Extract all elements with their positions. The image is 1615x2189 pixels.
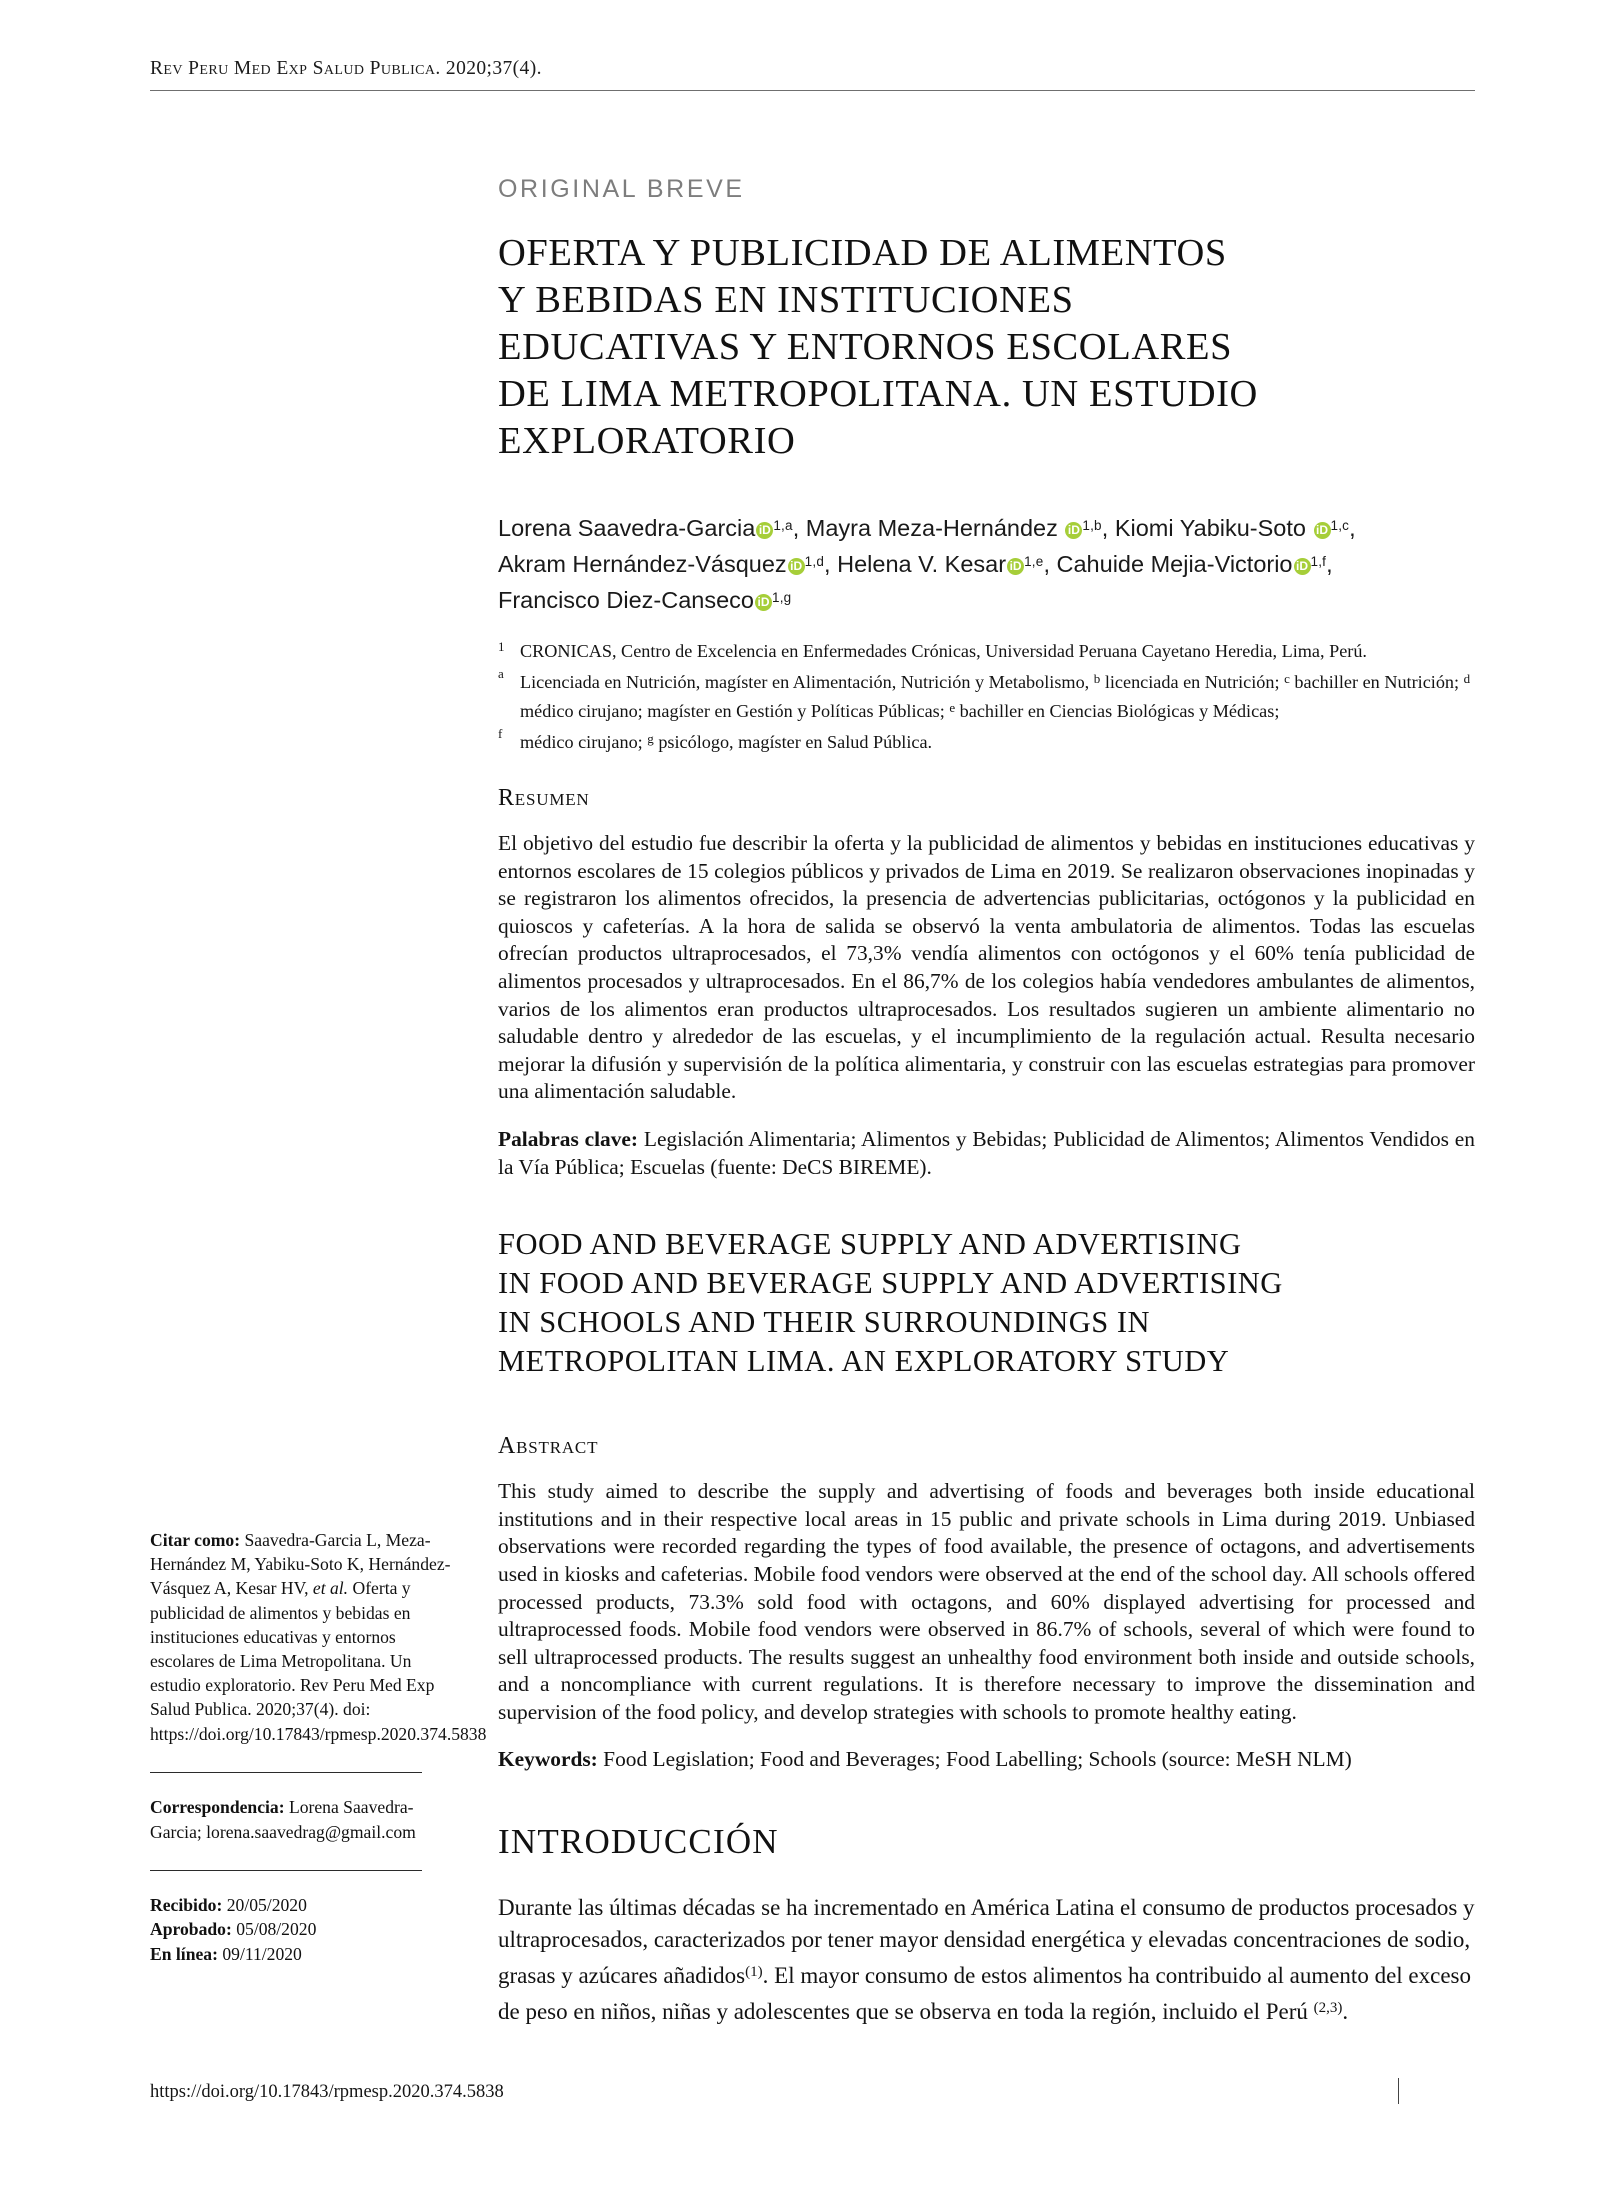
footer-doi-link[interactable]: https://doi.org/10.17843/rpmesp.2020.374.5838 [150,2082,504,2102]
resumen-body: El objetivo del estudio fue describir la oferta y la publicidad de alimentos y bebidas en instituciones educativas y entornos escolares de 15 colegios públicos y privados de Lima en 2019. Se realizaron observaciones inopinadas y se registraron los alimentos ofrecidos, la presencia de advertencias publicitarias, octógonos y la publicidad en quioscos y cafeterías. A la hora de salida se observó la venta ambulatoria de alimentos. Todas las escuelas ofrecían productos ultraprocesados, el 73,3% vendía alimentos con octógonos y el 60% tenía publicidad de alimentos procesados y ultraprocesados. En el 86,7% de los colegios había vendedores ambulantes de alimentos, varios de los alimentos eran productos ultraprocesados. Los resultados sugieren un ambiente alimentario no saludable dentro y alrededor de las escuelas, y el incumplimiento de la regulación actual. Resulta necesario mejorar la difusión y supervisión de la política alimentaria, y construir con las escuelas estrategias para promover una alimentación saludable. [498,831,1475,1104]
dates-block [150,1893,455,1966]
intro-text: . El mayor consumo de estos alimentos ha contribuido al aumento del exceso de peso en niños, niñas y adolescentes que se observa en toda la región, incluido el Perú [498,1963,1471,2025]
title-line: IN SCHOOLS AND THEIR SURROUNDINGS IN [498,1305,1151,1340]
resumen-heading: Resumen [498,785,590,811]
correspondence-label: Correspondencia: [150,1797,285,1818]
affiliation-row [498,639,1475,665]
title-line: OFERTA Y PUBLICIDAD DE ALIMENTOS [498,232,1227,274]
title-line: EDUCATIVAS Y ENTORNOS ESCOLARES [498,326,1233,368]
orcid-icon[interactable]: iD [755,594,772,611]
author-separator: , [1349,515,1356,541]
cite-label: Citar como: [150,1530,241,1550]
affiliation-marker: b [1093,670,1101,686]
aprobado-value: 05/08/2020 [236,1919,317,1940]
correspondence-block [150,1795,455,1843]
orcid-icon[interactable]: iD [1007,558,1024,575]
title-line: IN FOOD AND BEVERAGE SUPPLY AND ADVERTISING [498,1266,1283,1301]
author-marks: 1,a [773,518,793,533]
citation-reference[interactable]: (1) [745,1964,763,1981]
author-marks: 1,b [1082,518,1102,533]
sidebar-divider [150,1772,422,1774]
running-head: Rev Peru Med Exp Salud Publica. 2020;37(4). [150,58,542,79]
title-line: DE LIMA METROPOLITANA. UN ESTUDIO [498,373,1258,415]
author-separator: , [792,515,806,541]
recibido-value: 20/05/2020 [226,1895,307,1916]
affiliation-marker: a [498,665,504,681]
author-marks: 1,e [1024,554,1044,569]
keywords-label: Keywords: [498,1747,598,1772]
cite-text: Saavedra-Garcia L, Meza-Hernández M, Yabiku-Soto K, Hernández-Vásquez A, Kesar HV, [150,1530,451,1599]
author-marks: 1,g [771,590,792,605]
intro-text: Durante las últimas décadas se ha incrementado en América Latina el consumo de productos procesados y ultraprocesados, caracterizados por tener mayor densidad energética y elevadas concentraciones de sodio, grasas y azúcares añadidos [498,1895,1475,1989]
affiliation-row [498,726,1475,756]
affiliation-text: psicólogo, magíster en Salud Pública. [658,731,933,752]
affiliation-marker: c [1284,670,1290,686]
correspondence-value: Lorena Saavedra-Garcia; lorena.saavedrag@gmail.com [150,1797,416,1842]
abstract-keywords [498,1746,1475,1774]
orcid-icon[interactable]: iD [756,522,773,539]
main-column [498,175,1475,2028]
sidebar-divider [150,1870,422,1872]
article-type-kicker: ORIGINAL BREVE [498,175,745,203]
introduction-heading: INTRODUCCIÓN [498,1822,779,1862]
affiliation-marker: d [1463,670,1471,686]
aprobado-label: Aprobado: [150,1919,232,1940]
enlinea-value: 09/11/2020 [222,1943,302,1964]
author-marks: 1,f [1310,554,1327,569]
title-line: EXPLORATORIO [498,420,796,462]
affiliation-text: CRONICAS, Centro de Excelencia en Enfermedades Crónicas, Universidad Peruana Cayetano Heredia, Lima, Perú. [520,641,1367,661]
title-line: FOOD AND BEVERAGE SUPPLY AND ADVERTISING [498,1227,1242,1262]
page-title-english [498,1225,1475,1381]
cite-etal: et al. [312,1578,349,1599]
affiliation-text: licenciada en Nutrición; [1104,671,1280,692]
author-list [498,509,1475,617]
author-name: Francisco Diez-Canseco [498,587,754,613]
affiliation-text: bachiller en [1294,671,1380,692]
affiliation-marker: 1 [498,639,505,654]
author-separator: , [1326,551,1333,577]
author-separator: , [1043,551,1057,577]
abstract-body: This study aimed to describe the supply and advertising of foods and beverages both inside educational institutions and in their respective local areas in 15 public and private schools in Lima during 2019. Unbiased observations were recorded regarding the types of food available, the presence of octagons, and advertisements used in kiosks and cafeterias. Mobile food vendors were observed at the end of the school day. All schools offered processed products, 73.3% sold food with octagons, and 60% displayed advertising for processed and ultraprocessed foods. Mobile food vendors were observed in 86.7% of schools, several of which were found to sell ultraprocessed products. The results suggest an unhealthy food environment both inside and outside schools, and a noncompliance with current regulations. It is therefore necessary to improve the dissemination and supervision of the food policy, and develop strategies with schools to promote healthy eating. [498,1479,1475,1724]
footer-tick-mark [1398,2078,1399,2104]
abstract-heading: Abstract [498,1433,599,1460]
enlinea-label: En línea: [150,1943,218,1964]
running-head-rule [150,90,1475,91]
author-separator: , [1101,515,1115,541]
affiliation-text: Licenciada en Nutrición, magíster en Alimentación, Nutrición y Metabolismo, [520,671,1090,692]
title-line: METROPOLITAN LIMA. AN EXPLORATORY STUDY [498,1344,1230,1379]
author-name: Mayra Meza-Hernández [805,515,1058,541]
author-separator: , [824,551,838,577]
keywords-label: Palabras clave: [498,1126,639,1151]
author-name: Cahuide Mejia-Victorio [1056,551,1293,577]
author-name: Akram Hernández-Vásquez [498,551,787,577]
cite-text: Oferta y publicidad de alimentos y bebidas en instituciones educativas y entornos escolares de Lima Metropolitana. Un estudio exploratorio. Rev Peru Med Exp Salud Publica. 2020;37(4). doi: https://doi.org/10.17843/rpmesp.2020.374.5838 [150,1578,487,1744]
affiliation-marker: f [498,725,503,741]
affiliation-marker: e [949,700,956,715]
author-marks: 1,d [804,554,825,569]
resumen-keywords [498,1126,1475,1181]
affiliation-text: bachiller en Ciencias Biológicas y Médicas; [959,701,1280,721]
affiliations-block [498,639,1475,755]
keywords-value: Food Legislation; Food and Beverages; Food Labelling; Schools (source: MeSH NLM) [603,1747,1352,1772]
author-name: Lorena Saavedra-Garcia [498,515,756,541]
affiliation-row [498,666,1475,725]
affiliation-text: Nutrición; [1384,671,1460,692]
sidebar [150,1528,487,1966]
citation-block [150,1528,487,1746]
title-line: Y BEBIDAS EN INSTITUCIONES [498,279,1074,321]
orcid-icon[interactable]: iD [1314,522,1331,539]
recibido-label: Recibido: [150,1895,223,1916]
author-name: Helena V. Kesar [837,551,1007,577]
citation-reference[interactable]: (2,3) [1313,2000,1343,2017]
orcid-icon[interactable]: iD [1294,558,1311,575]
page-title-spanish [498,230,1475,465]
affiliation-marker: g [647,730,654,746]
orcid-icon[interactable]: iD [1065,522,1082,539]
author-marks: 1,c [1330,518,1350,533]
affiliation-text: médico cirujano; [520,731,643,752]
introduction-paragraph [498,1892,1475,2028]
intro-text: . [1342,1999,1349,2025]
keywords-value: Legislación Alimentaria; Alimentos y Bebidas; Publicidad de Alimentos; Alimentos Vendidos en la Vía Pública; Escuelas (fuente: DeCS BIREME). [498,1126,1475,1179]
affiliation-text: médico cirujano; magíster en Gestión y Políticas Públicas; [520,701,945,721]
author-name: Kiomi Yabiku-Soto [1114,515,1306,541]
orcid-icon[interactable]: iD [788,558,805,575]
